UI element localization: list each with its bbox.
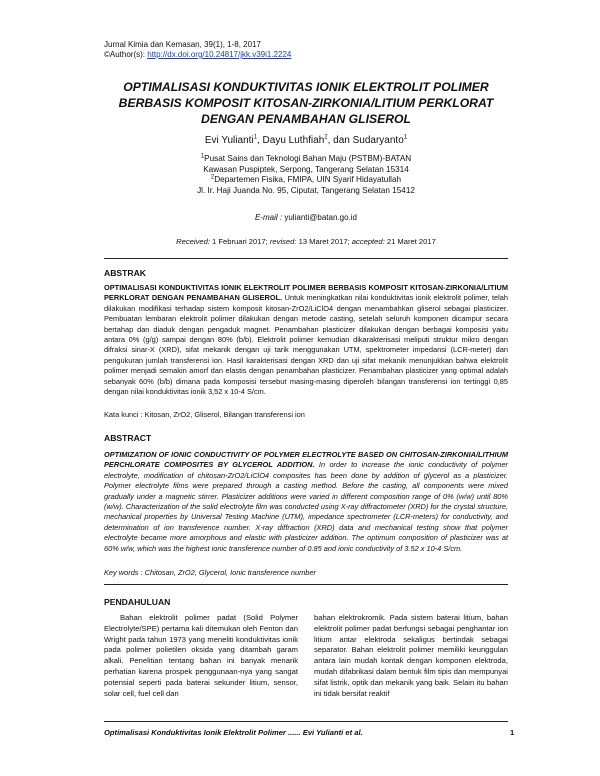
author-1: Evi Yulianti (204, 135, 254, 146)
author-2: , Dayu Luthfiah (256, 135, 325, 146)
abstrak-body: Untuk meningkatkan nilai konduktivitas ionik elektrolit polimer, telah dilakukan modifikasi terhadap sistem komposit kitosan-ZrO2/LiClO4 dengan menambahkan gliserol sebagai plasticizer. Pembuatan lembaran elektrolit polimer dilakukan dengan metode casting, setelah seluruh komponen dicampur secara bertahap dan diaduk dengan pengaduk magnet. Penambahan plasticizer dilakukan dengan berbagai komposisi yaitu antara 0% (g/g) sampai dengan 80% (b/b). Elektrolit polimer kemudian dikarakterisasi meliputi struktur mikro dengan difraksi sinar-X (XRD), sifat mekanik dengan uji tarik menggunakan UTM, spektrometer impedansi (LCR-meter) dan pengukuran jumlah transferensi ion. Hasil karakterisasi dengan XRD dan uji sifat mekanik menunjukkan bahwa elektrolit polimer menjadi semakin amorf dan elastis dengan penambahan plasticizer. Penambahan plasticizer yang optimal adalah sebanyak 60% (b/b) dimana pada komposisi tersebut masing-masing diperoleh bilangan transferensi ion tertinggi 0,85 dengan nilai konduktivitas ionik 3,52 x 10-4 S/cm. (104, 293, 508, 397)
received-label: Received: (176, 237, 210, 246)
affil-marker: 1 (403, 134, 408, 141)
journal-info (104, 40, 291, 60)
running-footer: Optimalisasi Konduktivitas Ionik Elektrolit Polimer ...... Evi Yulianti et al. (104, 728, 363, 737)
journal-citation: Jurnal Kimia dan Kemasan, 39(1), 1-8, 2017 (104, 40, 261, 49)
abstrak-lead: OPTIMALISASI KONDUKTIVITAS IONIK ELEKTROLIT POLIMER BERBASIS KOMPOSIT KITOSAN-ZIRKONIA/LITIUM PERKLORAT DENGAN PENAMBAHAN GLISEROL. (104, 283, 508, 303)
abstract-text (104, 450, 508, 554)
page-number: 1 (510, 728, 515, 737)
affil-marker: 2 (324, 134, 328, 141)
affil-marker: 1 (200, 153, 205, 160)
revised-date: 13 Maret 2017; (296, 237, 352, 246)
copyright-label: ©Author(s): (104, 50, 146, 59)
email-line (104, 213, 508, 222)
accepted-label: accepted: (351, 237, 385, 246)
received-date: 1 Februari 2017; (209, 237, 270, 246)
affiliation-1-line-1 (104, 154, 508, 165)
kata-kunci: Kata kunci : Kitosan, ZrO2, Gliserol, Bilangan transferensi ion (104, 410, 305, 419)
affiliation-1-line-2: Kawasan Puspiptek, Serpong, Tangerang Selatan 15314 (203, 164, 409, 174)
pendahuluan-heading: PENDAHULUAN (104, 597, 171, 607)
affiliations (104, 154, 508, 196)
author-list (104, 135, 508, 146)
footer-divider (104, 721, 508, 722)
affil-text: Pusat Sains dan Teknologi Bahan Maju (PSTBM)-BATAN (204, 154, 412, 163)
mid-divider (104, 584, 508, 585)
abstract-heading: ABSTRACT (104, 433, 152, 443)
affil-marker: 2 (210, 174, 215, 181)
top-divider (104, 258, 508, 259)
email-address[interactable]: yulianti@batan.go.id (284, 213, 357, 222)
keywords: Key words : Chitosan, ZrO2, Glycerol, Ionic transference number (104, 568, 316, 577)
accepted-date: 21 Maret 2017 (384, 237, 436, 246)
affil-text: Departemen Fisika, FMIPA, UIN Syarif Hidayatullah (214, 175, 402, 184)
email-label: E-mail : (255, 213, 285, 222)
doi-link[interactable]: http://dx.doi.org/10.24817/jkk.v39i1.2224 (147, 50, 292, 59)
affiliation-2-line-1 (104, 175, 508, 186)
revised-label: revised: (269, 237, 297, 246)
abstract-lead: OPTIMIZATION OF IONIC CONDUCTIVITY OF POLYMER ELECTROLYTE BASED ON CHITOSAN-ZIRKONIA/LITHIUM PERCHLORATE COMPOSITES BY GLYCEROL ADDITION. (104, 450, 508, 470)
intro-left-column: Bahan elektrolit polimer padat (Solid Polymer Electrolyte/SPE) pertama kali ditemukan oleh Fenton dan Wright pada tahun 1973 yang meneliti konduktivitas ionik pada polimer polietilen oksida yang ditambah garam alkali. Penelitian tentang bahan ini banyak menarik perhatian karena prospek penggunaan-nya yang sangat potensial seperti pada baterai sekunder litium, sensor, solar cell, fuel cell dan (104, 613, 298, 698)
doi-line (104, 50, 291, 60)
abstract-body: In order to increase the ionic conductivity of polymer electrolyte, modification of chitosan-ZrO2/LiClO4 composites has been done by addition of glycerol as a plasticizer. Polymer electrolyte films were prepared through a casting method. Before the casting, all components were mixed gradually under a magnetic stirrer. Plasticizer additions were varied in different composition range of 0% (w/w) until 80% (w/w). Characterization of the solid electrolyte film was conducted using X-ray diffractometer (XRD) for the crystal structure, mechanical properties by Universal Testing Machine (UTM), impedance spectrometer (LCR-meters) for conductivity, and determination of ion transference number. X-ray diffraction (XRD) data and mechanical testing show that polymer electrolyte became more amorphous and elastic with plasticizer addition. The optimum composition of plasticizer was at 60% w/w, which was the highest ionic transference number of 0.85 and ionic conductivity of 3.52 x 10-4 S/cm. (104, 460, 508, 553)
article-dates (104, 237, 508, 246)
intro-right-column: bahan elektrokromik. Pada sistem baterai litium, bahan elektrolit polimer padat berfungsi sebagai penghantar ion litium antar elektroda sekaligus bertindak sebagai separator. Bahan elektrolit polimer memiliki keunggulan antara lain mudah kontak dengan komponen elektroda, mudah difabrikasi dalam bentuk film tipis dan mempunyai sifat listrik, optik dan mekanik yang baik. Selain itu bahan ini tidak bersifat reaktif (314, 613, 508, 698)
abstrak-text (104, 283, 508, 397)
abstrak-heading: ABSTRAK (104, 268, 147, 278)
affiliation-2-line-2: Jl. Ir. Haji Juanda No. 95, Ciputat, Tangerang Selatan 15412 (197, 185, 415, 195)
affil-marker: 1 (253, 134, 257, 141)
paper-title: OPTIMALISASI KONDUKTIVITAS IONIK ELEKTROLIT POLIMER BERBASIS KOMPOSIT KITOSAN-ZIRKONIA/LITIUM PERKLORAT DENGAN PENAMBAHAN GLISEROL (118, 80, 494, 126)
author-3: , dan Sudaryanto (327, 135, 404, 146)
